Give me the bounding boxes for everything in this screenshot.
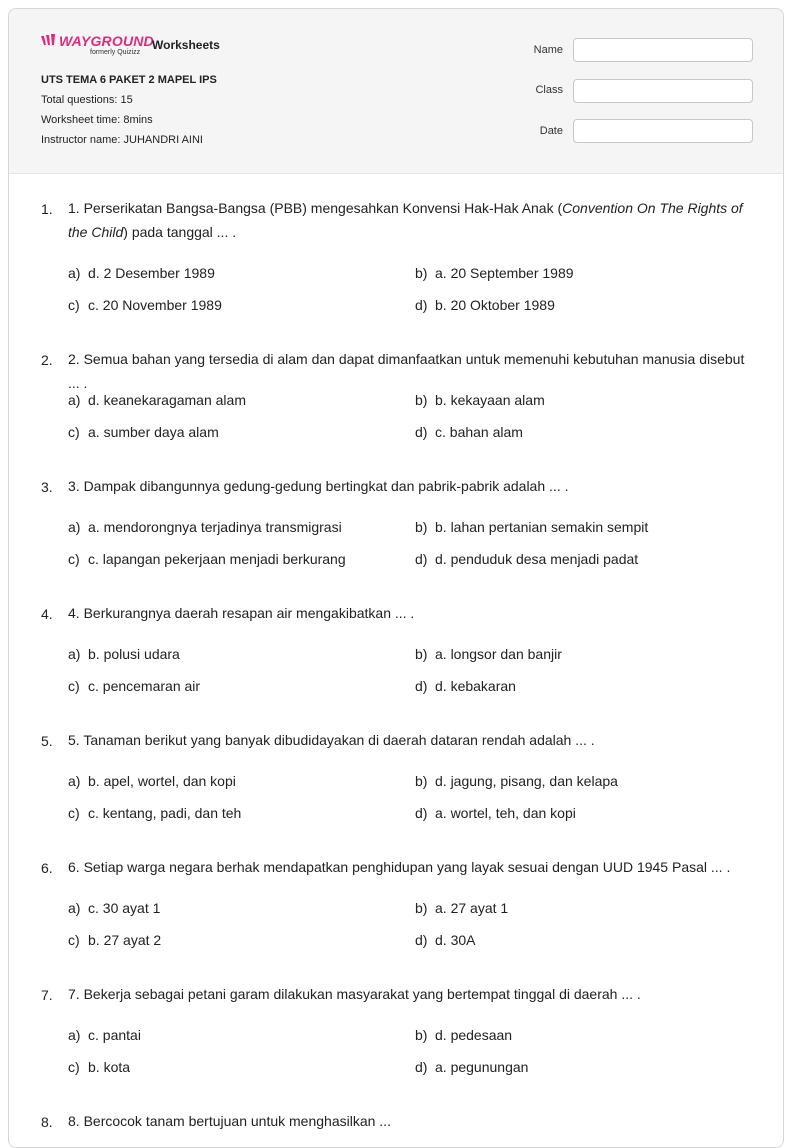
worksheet-page <box>8 8 784 1148</box>
logo-mark-icon <box>41 34 57 46</box>
option-c[interactable]: c) b. 27 ayat 2 <box>68 932 162 948</box>
option-b[interactable]: b) d. pedesaan <box>415 1027 513 1043</box>
option-c[interactable]: c) c. lapangan pekerjaan menjadi berkurang <box>68 551 346 567</box>
option-b[interactable]: b) a. longsor dan banjir <box>415 646 562 662</box>
question-number: 2. <box>41 352 53 368</box>
option-d[interactable]: d) d. penduduk desa menjadi padat <box>415 551 639 567</box>
option-c[interactable]: c) a. sumber daya alam <box>68 424 219 440</box>
option-d[interactable]: d) a. wortel, teh, dan kopi <box>415 805 576 821</box>
logo-wordmark: WAYGROUND <box>59 33 154 49</box>
question-number: 3. <box>41 479 53 495</box>
option-d[interactable]: d) b. 20 Oktober 1989 <box>415 297 555 313</box>
option-b[interactable]: b) a. 27 ayat 1 <box>415 900 509 916</box>
worksheet-header <box>9 9 783 174</box>
question-number: 6. <box>41 860 53 876</box>
question-text: 1. Perserikatan Bangsa-Bangsa (PBB) mengesahkan Konvensi Hak-Hak Anak (Convention On The Rights of the Child) pada tanggal ... . <box>68 200 743 240</box>
option-d[interactable]: d) c. bahan alam <box>415 424 523 440</box>
option-b[interactable]: b) b. lahan pertanian semakin sempit <box>415 519 649 535</box>
question-text: 3. Dampak dibangunnya gedung-gedung bertingkat dan pabrik-pabrik adalah ... . <box>68 478 569 494</box>
option-b[interactable]: b) a. 20 September 1989 <box>415 265 574 281</box>
option-a[interactable]: a) c. pantai <box>68 1027 141 1043</box>
class-label: Class <box>535 84 563 96</box>
question-number: 5. <box>41 733 53 749</box>
question-italic-text: Convention On The Rights of the Child <box>68 200 743 240</box>
worksheets-label: Worksheets <box>152 38 220 52</box>
name-label: Name <box>533 44 563 56</box>
question-text: 7. Bekerja sebagai petani garam dilakukan masyarakat yang bertempat tinggal di daerah ... . <box>68 986 641 1002</box>
option-c[interactable]: c) c. 20 November 1989 <box>68 297 222 313</box>
question-text: 6. Setiap warga negara berhak mendapatkan penghidupan yang layak sesuai dengan UUD 1945 Pasal ... . <box>68 859 731 875</box>
date-label: Date <box>539 125 563 137</box>
option-a[interactable]: a) a. mendorongnya terjadinya transmigrasi <box>68 519 342 535</box>
name-field[interactable] <box>573 38 753 62</box>
class-field[interactable] <box>573 79 753 103</box>
option-a[interactable]: a) c. 30 ayat 1 <box>68 900 161 916</box>
option-c[interactable]: c) b. kota <box>68 1059 131 1075</box>
option-b[interactable]: b) b. kekayaan alam <box>415 392 545 408</box>
wayground-logo <box>41 33 154 59</box>
total-questions: Total questions: 15 <box>41 94 133 106</box>
question-number: 7. <box>41 987 53 1003</box>
option-a[interactable]: a) b. polusi udara <box>68 646 180 662</box>
question-number: 1. <box>41 201 53 217</box>
question-text: 2. Semua bahan yang tersedia di alam dan dapat dimanfaatkan untuk memenuhi kebutuhan manusia disebut ... . <box>68 351 745 391</box>
worksheet-title: UTS TEMA 6 PAKET 2 MAPEL IPS <box>41 74 217 86</box>
option-a[interactable]: a) d. keanekaragaman alam <box>68 392 246 408</box>
option-c[interactable]: c) c. pencemaran air <box>68 678 201 694</box>
option-d[interactable]: d) d. kebakaran <box>415 678 516 694</box>
option-a[interactable]: a) b. apel, wortel, dan kopi <box>68 773 236 789</box>
option-c[interactable]: c) c. kentang, padi, dan teh <box>68 805 242 821</box>
option-b[interactable]: b) d. jagung, pisang, dan kelapa <box>415 773 618 789</box>
question-number: 4. <box>41 606 53 622</box>
question-text: 5. Tanaman berikut yang banyak dibudidayakan di daerah dataran rendah adalah ... . <box>68 732 595 748</box>
instructor-name: Instructor name: JUHANDRI AINI <box>41 134 203 146</box>
option-a[interactable]: a) d. 2 Desember 1989 <box>68 265 215 281</box>
option-d[interactable]: d) d. 30A <box>415 932 476 948</box>
worksheet-time: Worksheet time: 8mins <box>41 114 153 126</box>
option-d[interactable]: d) a. pegunungan <box>415 1059 529 1075</box>
question-text: 4. Berkurangnya daerah resapan air mengakibatkan ... . <box>68 605 415 621</box>
logo-subtitle: formerly Quizizz <box>90 49 141 56</box>
question-number: 8. <box>41 1114 53 1130</box>
date-field[interactable] <box>573 119 753 143</box>
question-text: 8. Bercocok tanam bertujuan untuk menghasilkan ... <box>68 1113 391 1129</box>
